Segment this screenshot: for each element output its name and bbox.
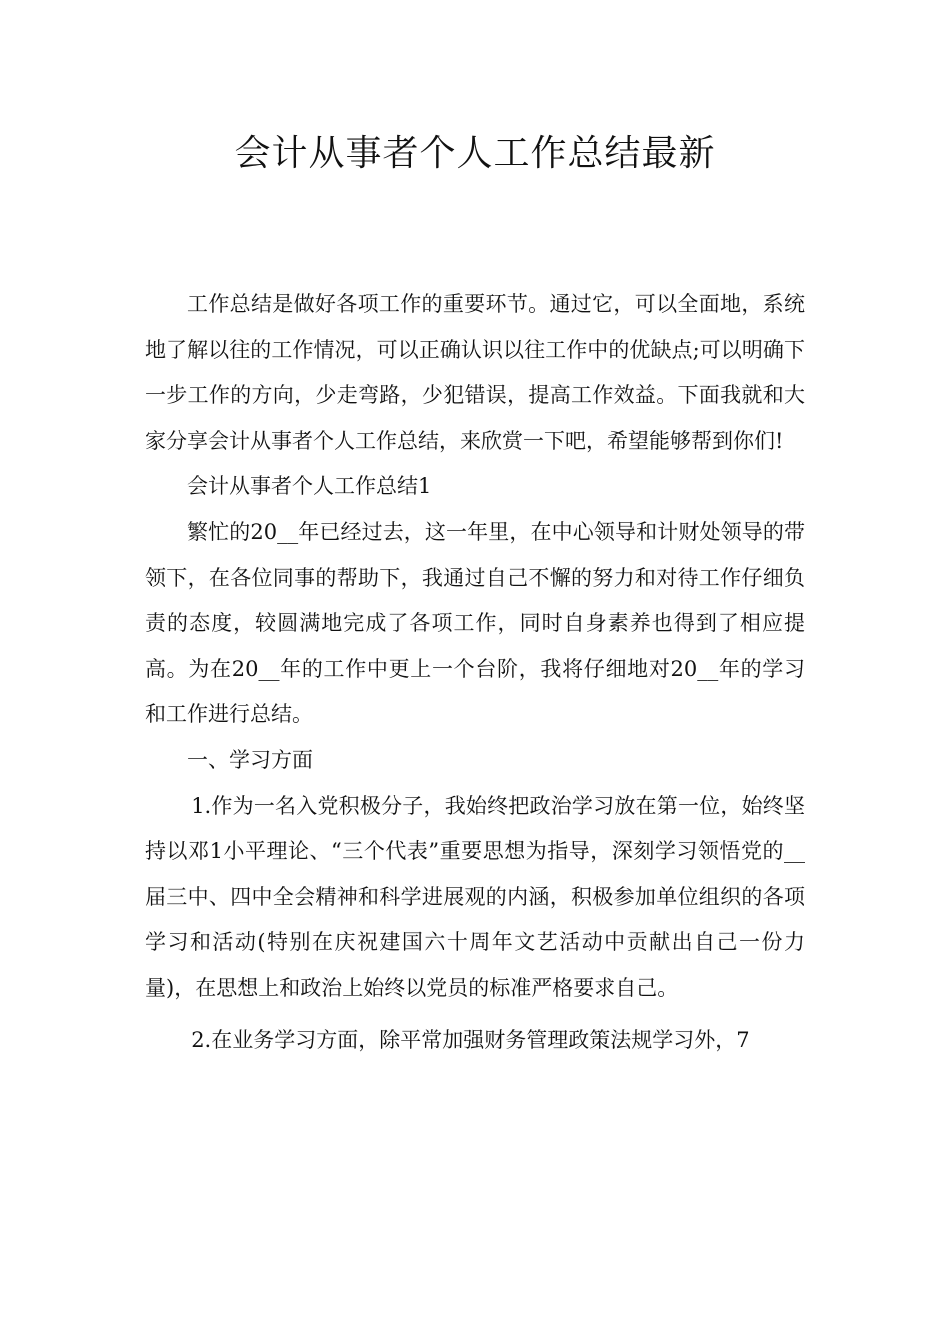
section-heading-study: 一、学习方面: [187, 747, 313, 772]
intro-paragraph: 工作总结是做好各项工作的重要环节。通过它，可以全面地，系统地了解以往的工作情况，可以正确认识以往工作中的优缺点;可以明确下一步工作的方向，少走弯路，少犯错误，提高工作效益。下面我就和大家分享会计从事者个人工作总结，来欣赏一下吧，希望能够帮到你们!: [145, 292, 805, 453]
study-item-2: 2.在业务学习方面，除平常加强财务管理政策法规学习外，7: [191, 1027, 750, 1052]
document-body: [145, 282, 805, 1063]
document-title: 会计从事者个人工作总结最新: [234, 133, 716, 174]
section-heading-summary-1: 会计从事者个人工作总结1: [187, 474, 432, 499]
study-item-1: 1.作为一名入党积极分子，我始终把政治学习放在第一位，始终坚持以邓1小平理论、“三个代表”重要思想为指导，深刻学习领悟党的__届三中、四中全会精神和科学进展观的内涵，积极参加单位组织的各项学习和活动(特别在庆祝建国六十周年文艺活动中贡献出自己一份力量)，在思想上和政治上始终以党员的标准严格要求自己。: [145, 793, 805, 1000]
summary-paragraph: 繁忙的20__年已经过去，这一年里，在中心领导和计财处领导的带领下，在各位同事的帮助下，我通过自己不懈的努力和对待工作仔细负责的态度，较圆满地完成了各项工作，同时自身素养也得到了相应提高。为在20__年的工作中更上一个台阶，我将仔细地对20__年的学习和工作进行总结。: [145, 519, 805, 727]
